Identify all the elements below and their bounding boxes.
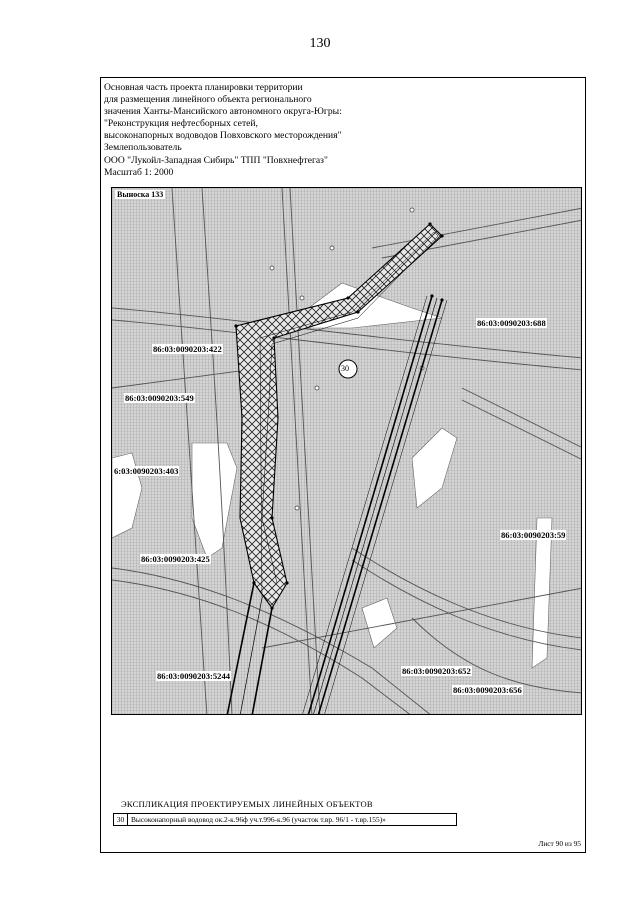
title-line: ООО "Лукойл-Западная Сибирь" ТПП "Повхнефтегаз" (104, 154, 328, 166)
scale-line: Масштаб 1: 2000 (104, 166, 174, 178)
title-block (104, 82, 342, 179)
title-line: значения Ханты-Мансийского автономного округа-Югры: (104, 106, 342, 118)
map-drawing (112, 188, 582, 715)
map-view (111, 187, 582, 715)
callout-label: Выноска 133 (117, 190, 164, 199)
parcel-label-425: 86:03:0090203:425 (141, 554, 210, 564)
title-line: высоконапорных водоводов Повховского месторождения" (104, 130, 342, 142)
sheet-number: Лист 90 из 95 (538, 839, 581, 848)
drawing-sheet (100, 77, 586, 853)
explication-row-number: 30 (114, 814, 128, 825)
parcel-label-422: 86:03:0090203:422 (153, 344, 222, 354)
parcel-label-403: 6:03:0090203:403 (114, 466, 179, 476)
page-number: 130 (309, 36, 331, 51)
title-line: для размещения линейного объекта регионального (104, 94, 312, 106)
explication-table (113, 813, 457, 826)
object-marker-label: 30 (341, 364, 349, 373)
title-line: Основная часть проекта планировки территории (104, 82, 303, 93)
explication-title: ЭКСПЛИКАЦИЯ ПРОЕКТИРУЕМЫХ ЛИНЕЙНЫХ ОБЪЕКТОВ (121, 799, 373, 809)
parcel-label-652: 86:03:0090203:652 (402, 666, 471, 676)
explication-row-text: Высоконапорный водовод ок.2-к.96ф уч.т.996-к.96 (участок т.вр. 96/1 - т.вр.155)» (131, 815, 386, 824)
title-line: "Реконструкция нефтесборных сетей, (104, 118, 258, 130)
parcel-label-5244: 86:03:0090203:5244 (157, 671, 231, 681)
parcel-label-59: 86:03:0090203:59 (501, 530, 566, 540)
title-line: Землепользователь (104, 142, 182, 154)
parcel-label-688: 86:03:0090203:688 (477, 318, 546, 328)
parcel-label-656: 86:03:0090203:656 (453, 685, 522, 695)
parcel-label-549: 86:03:0090203:549 (125, 393, 194, 403)
